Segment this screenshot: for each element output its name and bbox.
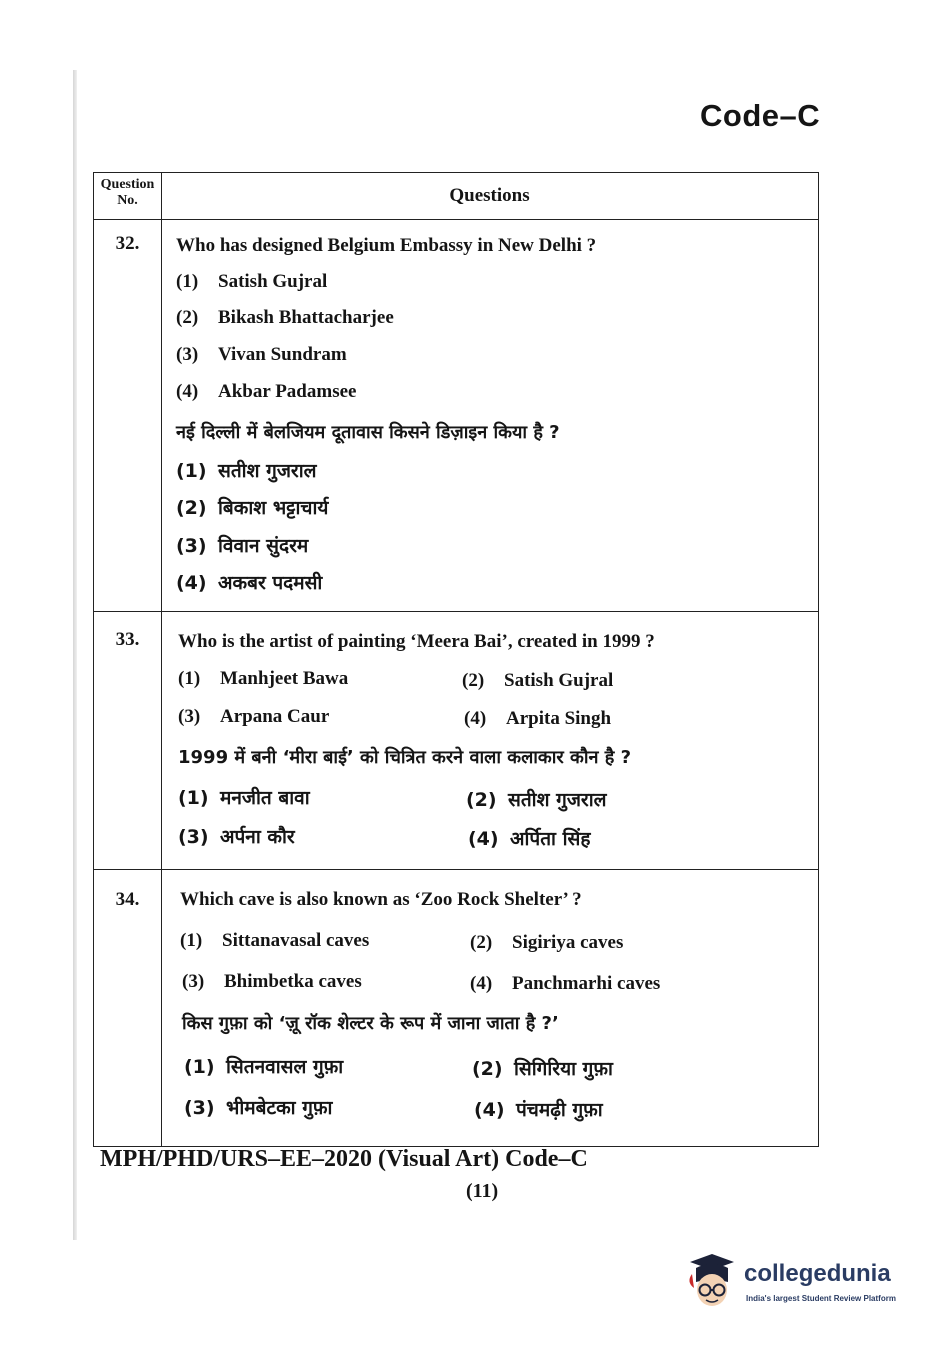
option-text: विवान सुंदरम [218,535,309,557]
option-text: Satish Gujral [504,670,614,691]
table-header [94,173,818,220]
option [466,786,607,812]
question-text-hi: 1999 में बनी ‘मीरा बाई’ को चित्रित करने वाला कलाकार कौन है ? [178,747,632,768]
option-number: (4) [176,572,207,594]
option-number: (4) [468,828,499,850]
option-number: (3) [176,344,199,365]
option-number: (4) [176,381,199,402]
question-text-en: Who is the artist of painting ‘Meera Bai’, created in 1999 ? [178,631,655,652]
option-number: (1) [178,668,201,689]
option [474,1096,603,1122]
option [462,670,613,692]
option-number: (1) [178,787,209,809]
option-text: अकबर पदमसी [218,572,323,594]
page-number: (11) [466,1180,499,1202]
question-number: 34. [115,889,140,910]
option-text: मनजीत बावा [220,787,310,809]
column-divider [161,173,162,1146]
question-number: 32. [115,233,140,254]
option-text: अर्पना कौर [220,826,295,848]
option-text: सितनवासल गुफ़ा [226,1056,344,1078]
option-number: (3) [176,535,207,557]
option-text: भीमबेटका गुफ़ा [226,1097,333,1119]
option-number: (2) [472,1058,503,1080]
page-edge-shadow [73,70,77,1240]
question-table [93,172,819,1147]
option-text: अर्पिता सिंह [510,828,591,850]
option-text: Sigiriya caves [512,932,624,953]
option-text: Bhimbetka caves [224,971,362,992]
option-number: (1) [180,930,203,951]
option [464,708,611,730]
option-text: Manhjeet Bawa [220,668,349,689]
question-text-en: Which cave is also known as ‘Zoo Rock Shelter’ ? [180,889,582,910]
option [182,971,362,993]
option [176,271,327,293]
brand-name: collegedunia [744,1260,891,1287]
option-number: (2) [176,307,199,328]
option-number: (3) [178,826,209,848]
option-number: (3) [178,706,201,727]
option-text: Satish Gujral [218,271,328,292]
row-separator [94,611,818,612]
option [468,825,590,851]
option-text: सतीश गुजराल [508,789,607,811]
option-number: (1) [184,1056,215,1078]
mascot-icon [686,1252,738,1312]
option [472,1055,613,1081]
option-number: (1) [176,460,207,482]
option [180,930,369,952]
header-questions: Questions [449,185,530,206]
option [184,1053,343,1079]
footer-exam-code: MPH/PHD/URS–EE–2020 (Visual Art) Code–C [100,1146,588,1172]
question-text-hi: नई दिल्ली में बेलजियम दूतावास किसने डिज़ाइन किया है ? [176,422,560,443]
question-text-en: Who has designed Belgium Embassy in New Delhi ? [176,235,597,256]
option-number: (1) [176,271,199,292]
paper-code: Code–C [700,98,821,133]
option-number: (2) [176,497,207,519]
option-number: (4) [470,973,493,994]
option [470,973,660,995]
option [176,494,328,520]
collegedunia-watermark [686,1252,916,1322]
option [470,932,623,954]
option-number: (2) [466,789,497,811]
option-text: पंचमढ़ी गुफ़ा [516,1099,603,1121]
option-text: Sittanavasal caves [222,930,370,951]
option [178,823,295,849]
option-text: सतीश गुजराल [218,460,317,482]
option-number: (3) [184,1097,215,1119]
option-number: (2) [470,932,493,953]
option-number: (4) [464,708,487,729]
option-text: Arpana Caur [220,706,330,727]
option-number: (2) [462,670,485,691]
option [176,344,347,366]
header-question-no: Question No. [100,177,155,208]
question-text-hi: किस गुफ़ा को ‘ज़ू रॉक शेल्टर के रूप में जाना जाता है ?’ [182,1013,559,1034]
option [176,307,394,329]
option [176,457,317,483]
option [176,532,308,558]
row-separator [94,869,818,870]
option [176,569,322,595]
option-text: सिगिरिया गुफ़ा [514,1058,613,1080]
option [178,668,348,690]
option-number: (4) [474,1099,505,1121]
option [178,706,329,728]
option [184,1094,332,1120]
question-number: 33. [115,629,140,650]
option-text: बिकाश भट्टाचार्य [218,497,329,519]
option-text: Akbar Padamsee [218,381,357,402]
option-number: (3) [182,971,205,992]
brand-tagline: India's largest Student Review Platform [746,1294,896,1303]
option [176,381,356,403]
option-text: Vivan Sundram [218,344,347,365]
option [178,784,310,810]
option-text: Arpita Singh [506,708,612,729]
option-text: Panchmarhi caves [512,973,661,994]
option-text: Bikash Bhattacharjee [218,307,394,328]
